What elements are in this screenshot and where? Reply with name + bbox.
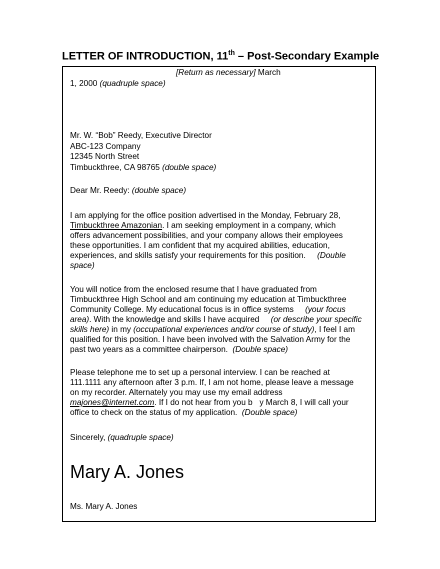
paragraph-text: past two years as a committee chairperson.: [70, 345, 233, 354]
spacing-note: space): [70, 261, 95, 270]
title-suffix: – Post-Secondary Example: [234, 50, 380, 63]
typed-name: Ms. Mary A. Jones: [70, 502, 138, 511]
paragraph-text: . With the knowledge and skills I have acquired: [89, 315, 271, 324]
paragraph-2-line: qualified for this position. I have been involved with the Salvation Army for the: [70, 335, 351, 344]
placeholder-note: skills here): [70, 325, 110, 334]
recipient-line: ABC-123 Company: [70, 142, 141, 151]
date-month: March: [255, 68, 281, 77]
paragraph-3-line: 111.1111 any afternoon after 3 p.m. If, I am not home, please leave a message: [70, 378, 354, 387]
spacing-note: (Double: [317, 251, 346, 260]
signature: Mary A. Jones: [70, 462, 185, 482]
paragraph-3-line: Please telephone me to set up a personal interview. I can be reached at: [70, 368, 330, 377]
paragraph-1-line: I am applying for the office position advertised in the Monday, February 28,: [70, 211, 341, 220]
closing: Sincerely,: [70, 433, 108, 442]
placeholder-note: (your focus: [305, 305, 346, 314]
paragraph-text: office to check on the status of my application.: [70, 408, 242, 417]
paragraph-3-line: on my recorder. Alternately you may use my email address: [70, 388, 283, 397]
paragraph-1-line: these opportunities. I am confident that my acquired abilities, education,: [70, 241, 330, 250]
spacing-note: (double space): [131, 186, 187, 195]
placeholder-note: area): [70, 315, 90, 324]
recipient-city-line: [70, 163, 374, 174]
page-title: [62, 50, 382, 63]
greeting: Dear Mr. Reedy:: [70, 186, 132, 195]
paragraph-text: experiences, and skills satisfy your requirements for this position.: [70, 251, 318, 260]
placeholder-note: (or describe your specific: [270, 315, 362, 324]
paragraph-1-line: offers advancement possibilities, and your company allows their employees: [70, 231, 343, 240]
paragraph-text: , I feel I am: [314, 325, 355, 334]
paragraph-text: . If I do not hear from you b y March 8, I will call your: [154, 398, 349, 407]
date-day-year: 1, 2000: [70, 79, 100, 88]
greeting-line: [70, 186, 374, 197]
spacing-note: (Double space): [232, 345, 288, 354]
spacing-note: (quadruple space): [99, 79, 166, 88]
spacing-note: (Double space): [241, 408, 298, 417]
paragraph-2-line: Timbuckthree High School and am continuing my education at Timbuckthree: [70, 295, 347, 304]
spacing-note: (double space): [162, 163, 217, 172]
placeholder-note: (occupational experiences and/or course of study): [133, 325, 315, 334]
title-text: LETTER OF INTRODUCTION, 11: [62, 50, 229, 63]
paragraph-text: . I am seeking employment in a company, which: [162, 221, 336, 230]
date-line-2: [70, 79, 374, 90]
title-superscript: th: [228, 50, 235, 57]
spacing-note: (quadruple space): [107, 433, 174, 442]
date-line-1: [70, 68, 374, 79]
paragraph-text: Community College. My educational focus is in office systems: [70, 305, 306, 314]
closing-line: [70, 433, 374, 444]
email-link[interactable]: majones@internet.com: [70, 398, 155, 407]
paragraph-3-line: [70, 408, 374, 419]
recipient-line: Mr. W. “Bob” Reedy, Executive Director: [70, 131, 212, 140]
newspaper-name: Timbuckthree Amazonian: [70, 221, 163, 230]
paragraph-2-line: [70, 345, 374, 356]
date-note: [Return as necessary]: [176, 68, 256, 77]
recipient-line: 12345 North Street: [70, 152, 140, 161]
paragraph-2-line: You will notice from the enclosed resume that I have graduated from: [70, 285, 317, 294]
recipient-city: Timbuckthree, CA 98765: [70, 163, 163, 172]
paragraph-text: in my: [109, 325, 134, 334]
